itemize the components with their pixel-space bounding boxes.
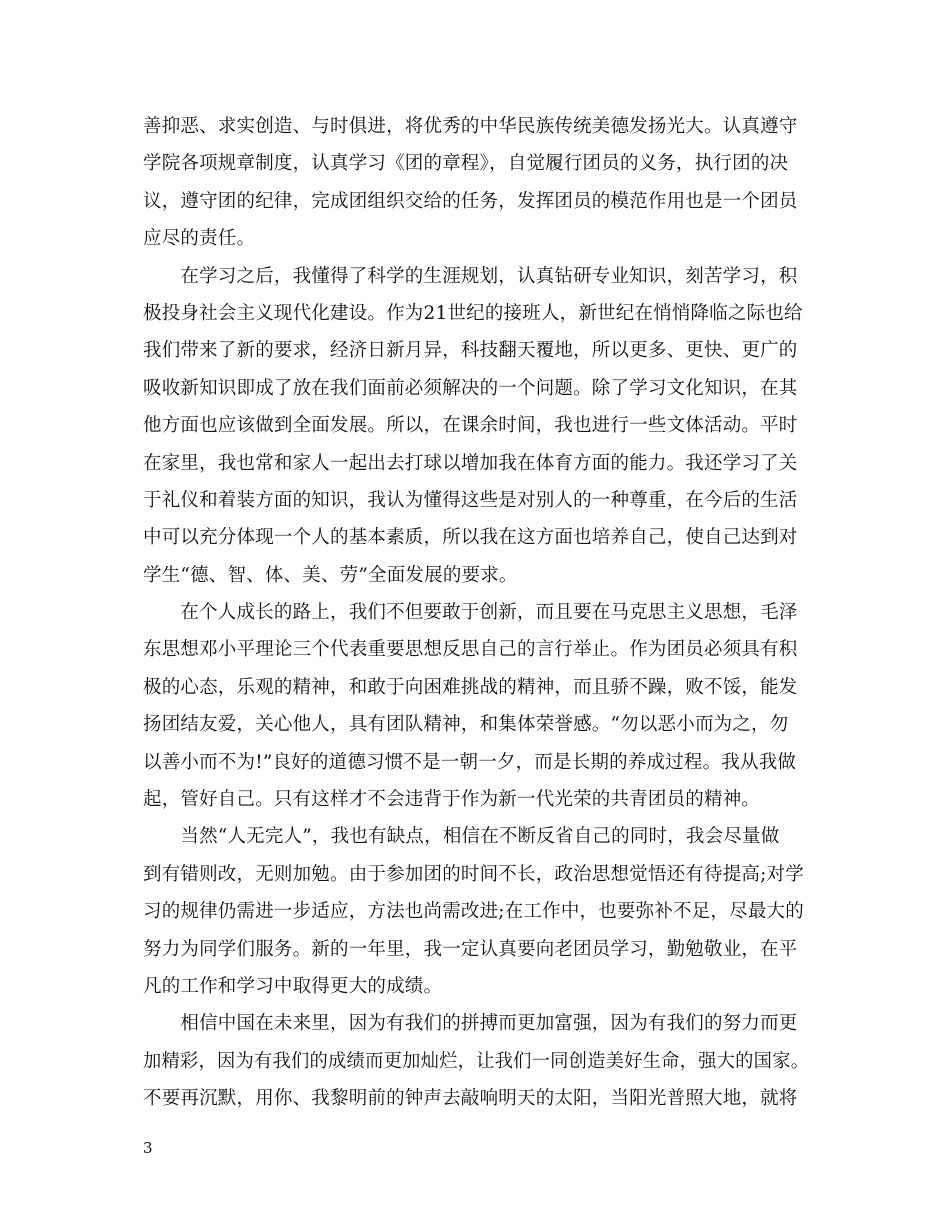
text-line: 于礼仪和着装方面的知识，我认为懂得这些是对别人的一种尊重，在今后的生活 [143, 489, 798, 511]
text-line: 当然“人无完人”，我也有缺点，相信在不断反省自己的同时，我会尽量做 [143, 826, 780, 848]
text-line: 议，遵守团的纪律，完成团组织交给的任务，发挥团员的模范作用也是一个团员 [143, 190, 798, 212]
text-line: 极的心态，乐观的精神，和敢于向困难挑战的精神，而且骄不躁，败不馁，能发 [143, 676, 798, 698]
text-line: 吸收新知识即成了放在我们面前必须解决的一个问题。除了学习文化知识，在其 [143, 377, 798, 399]
text-line: 学院各项规章制度，认真学习《团的章程》，自觉履行团员的义务，执行团的决 [143, 153, 789, 175]
text-line: 我们带来了新的要求，经济日新月异，科技翻天覆地，所以更多、更快、更广的 [143, 340, 798, 362]
text-line: 到有错则改，无则加勉。由于参加团的时间不长，政治思想觉悟还有待提高;对学 [143, 863, 804, 885]
text-line: 东思想邓小平理论三个代表重要思想反思自己的言行举止。作为团员必须具有积 [143, 639, 798, 661]
text-line: 应尽的责任。 [143, 228, 256, 250]
text-line: 善抑恶、求实创造、与时俱进，将优秀的中华民族传统美德发扬光大。认真遵守 [143, 116, 798, 137]
text-line: 在家里，我也常和家人一起出去打球以增加我在体育方面的能力。我还学习了关 [143, 452, 798, 474]
text-line: 努力为同学们服务。新的一年里，我一定认真要向老团员学习，勤勉敬业，在平 [143, 938, 798, 960]
text-line: 在学习之后，我懂得了科学的生涯规划，认真钻研专业知识，刻苦学习，积 [143, 265, 798, 287]
text-line: 起，管好自己。只有这样才不会违背于作为新一代光荣的共青团员的精神。 [143, 789, 761, 811]
text-line: 扬团结友爱，关心他人，具有团队精神，和集体荣誉感。“勿以恶小而为之，勿 [143, 714, 789, 736]
text-line: 极投身社会主义现代化建设。作为21世纪的接班人，新世纪在悄悄降临之际也给 [143, 302, 803, 324]
text-line: 他方面也应该做到全面发展。所以，在课余时间，我也进行一些文体活动。平时 [143, 415, 798, 437]
text-line: 以善小而不为!”良好的道德习惯不是一朝一夕，而是长期的养成过程。我从我做 [143, 751, 797, 773]
body-text [143, 108, 809, 1118]
text-line: 学生“德、智、体、美、劳”全面发展的要求。 [143, 564, 518, 586]
text-line: 加精彩，因为有我们的成绩而更加灿烂，让我们一同创造美好生命，强大的国家。 [143, 1050, 810, 1072]
text-line: 不要再沉默，用你、我黎明前的钟声去敲响明天的太阳，当阳光普照大地，就将 [143, 1088, 798, 1110]
text-line: 凡的工作和学习中取得更大的成绩。 [143, 975, 443, 997]
text-line: 相信中国在未来里，因为有我们的拼搏而更加富强，因为有我们的努力而更 [143, 1013, 798, 1035]
text-line: 中可以充分体现一个人的基本素质，所以我在这方面也培养自己，使自己达到对 [143, 527, 798, 549]
text-line: 习的规律仍需进一步适应，方法也尚需改进;在工作中，也要弥补不足，尽最大的 [143, 901, 804, 923]
page-number: 3 [143, 1139, 153, 1157]
text-line: 在个人成长的路上，我们不但要敢于创新，而且要在马克思主义思想，毛泽 [143, 602, 798, 624]
